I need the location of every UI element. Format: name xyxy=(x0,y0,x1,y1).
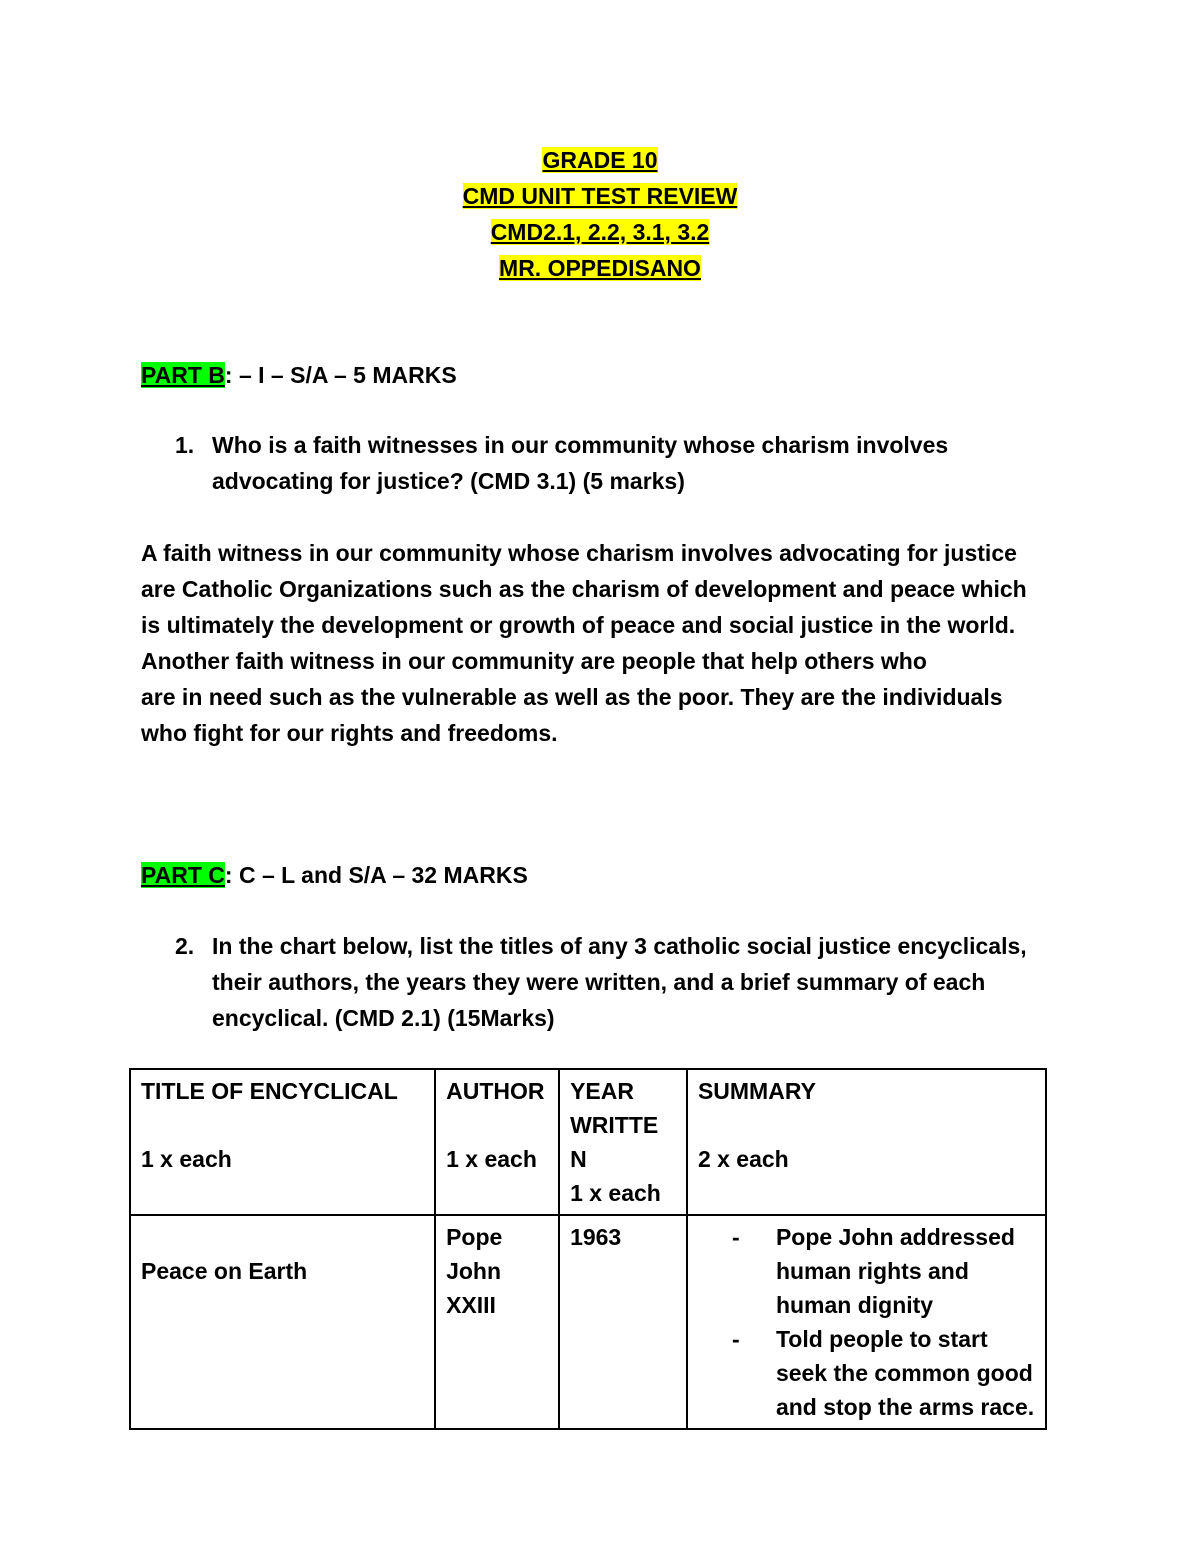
header-cell-year xyxy=(559,1069,687,1215)
summary-list xyxy=(698,1220,1035,1424)
header-cell-summary xyxy=(687,1069,1046,1215)
header-grade: GRADE 10 xyxy=(542,147,658,173)
summary-item xyxy=(732,1322,1035,1424)
question-2-number: 2. xyxy=(175,933,195,959)
part-b-heading xyxy=(141,357,457,393)
encyclical-table xyxy=(129,1068,1047,1430)
document-header xyxy=(0,142,1200,286)
header-year-label: WRITTE xyxy=(570,1112,659,1138)
header-title-label: TITLE OF ENCYCLICAL xyxy=(141,1078,398,1104)
summary-text: Pope John addressed human rights and human dignity xyxy=(775,1224,1015,1318)
header-author-marks: 1 x each xyxy=(446,1146,537,1172)
part-b-label: PART B xyxy=(141,362,225,388)
answer-1 xyxy=(141,535,1081,751)
cell-title xyxy=(130,1215,435,1429)
cell-year xyxy=(559,1215,687,1429)
summary-item xyxy=(732,1220,1035,1322)
question-1-number: 1. xyxy=(175,432,195,458)
header-year-label: YEAR xyxy=(570,1078,634,1104)
encyclical-title: Peace on Earth xyxy=(141,1258,308,1284)
header-summary-label: SUMMARY xyxy=(697,1078,816,1104)
part-b-details: : – I – S/A – 5 MARKS xyxy=(224,362,457,388)
header-cell-author xyxy=(435,1069,559,1215)
header-year-label: N xyxy=(570,1146,587,1172)
dash-bullet: - xyxy=(731,1326,740,1352)
encyclical-year: 1963 xyxy=(570,1224,622,1250)
answer-1-line: are Catholic Organizations such as the charism of development and peace which xyxy=(141,576,1027,602)
answer-1-line: is ultimately the development or growth of peace and social justice in the world. xyxy=(141,612,1016,638)
table-row xyxy=(130,1215,1046,1429)
encyclical-author: XXIII xyxy=(446,1292,496,1318)
question-1 xyxy=(175,427,1075,499)
header-title: CMD UNIT TEST REVIEW xyxy=(462,183,738,209)
encyclical-author: Pope xyxy=(446,1224,503,1250)
header-summary-marks: 2 x each xyxy=(697,1146,789,1172)
summary-text: Told people to start seek the common good and stop the arms race. xyxy=(775,1326,1035,1420)
table-header-row xyxy=(130,1069,1046,1215)
part-c-label: PART C xyxy=(141,862,225,888)
cell-author xyxy=(435,1215,559,1429)
question-2 xyxy=(175,928,1075,1036)
header-author-label: AUTHOR xyxy=(446,1078,545,1104)
cell-summary xyxy=(687,1215,1046,1429)
header-codes: CMD2.1, 2.2, 3.1, 3.2 xyxy=(490,219,710,245)
answer-1-line: who fight for our rights and freedoms. xyxy=(141,720,558,746)
question-1-text: Who is a faith witnesses in our community whose charism involves advocating for justice? (CMD 3.1) (5 marks) xyxy=(212,432,949,494)
dash-bullet: - xyxy=(731,1224,740,1250)
answer-1-line: Another faith witness in our community are people that help others who xyxy=(141,648,927,674)
part-c-heading xyxy=(141,857,528,893)
question-2-text: In the chart below, list the titles of any 3 catholic social justice encyclicals, their authors, the years they were written, and a brief summary of each encyclical. (CMD 2.1) (15Marks) xyxy=(212,933,1027,1031)
header-year-marks: 1 x each xyxy=(570,1180,661,1206)
answer-1-line: A faith witness in our community whose charism involves advocating for justice xyxy=(141,540,1017,566)
encyclical-author: John xyxy=(446,1258,502,1284)
answer-1-line: are in need such as the vulnerable as well as the poor. They are the individuals xyxy=(141,684,1003,710)
part-c-details: : C – L and S/A – 32 MARKS xyxy=(224,862,528,888)
header-cell-title xyxy=(130,1069,435,1215)
header-title-marks: 1 x each xyxy=(141,1146,232,1172)
header-teacher: MR. OPPEDISANO xyxy=(499,255,701,281)
